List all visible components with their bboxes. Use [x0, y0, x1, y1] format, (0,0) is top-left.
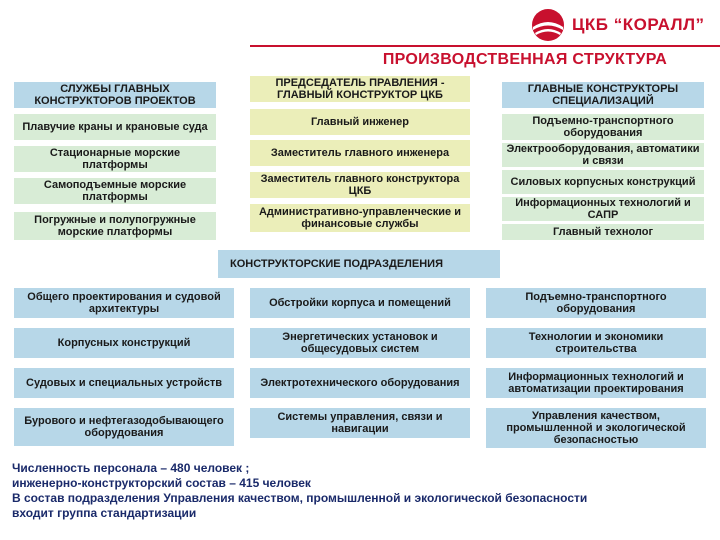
coral-logo-icon: [530, 7, 566, 43]
division-outfitting: Обстройки корпуса и помещений: [250, 288, 470, 318]
right-column-header: ГЛАВНЫЕ КОНСТРУКТОРЫ СПЕЦИАЛИЗАЦИЙ: [502, 82, 704, 108]
division-electrical: Электротехнического оборудования: [250, 368, 470, 398]
right-item-chief-technologist: Главный технолог: [502, 224, 704, 240]
footer-line-engineers: инженерно-конструкторский состав – 415 человек: [12, 476, 311, 490]
right-item-it-cad: Информационных технологий и САПР: [502, 197, 704, 221]
division-control-systems: Системы управления, связи и навигации: [250, 408, 470, 438]
logo-text: ЦКБ “КОРАЛЛ”: [572, 15, 705, 34]
division-ship-devices: Судовых и специальных устройств: [14, 368, 234, 398]
division-lifting-equipment: Подъемно-транспортного оборудования: [486, 288, 706, 318]
division-power-plants: Энергетических установок и общесудовых систем: [250, 328, 470, 358]
middle-item-deputy-chief-designer: Заместитель главного конструктора ЦКБ: [250, 172, 470, 198]
header-rule: [250, 45, 720, 47]
design-divisions-header: КОНСТРУКТОРСКИЕ ПОДРАЗДЕЛЕНИЯ: [218, 250, 500, 278]
division-hull-structures: Корпусных конструкций: [14, 328, 234, 358]
left-item-submersible-platforms: Погружные и полупогружные морские платформы: [14, 212, 216, 240]
left-item-floating-cranes: Плавучие краны и крановые суда: [14, 114, 216, 140]
footer-line-quality-division: В состав подразделения Управления качеством, промышленной и экологической безопасности: [12, 491, 588, 505]
middle-item-chief-engineer: Главный инженер: [250, 109, 470, 135]
division-it-automation: Информационных технологий и автоматизации проектирования: [486, 368, 706, 398]
company-logo: [530, 6, 710, 44]
page-title: ПРОИЗВОДСТВЕННАЯ СТРУКТУРА: [382, 51, 668, 68]
left-item-jackup-platforms: Самоподъемные морские платформы: [14, 178, 216, 204]
division-drilling-equipment: Бурового и нефтегазодобывающего оборудования: [14, 408, 234, 446]
footer-line-standardization: входит группа стандартизации: [12, 506, 197, 520]
right-item-lifting-equipment: Подъемно-транспортного оборудования: [502, 114, 704, 140]
footer-notes: [12, 461, 712, 521]
middle-item-deputy-chief-engineer: Заместитель главного инженера: [250, 140, 470, 166]
division-technology-economics: Технологии и экономики строительства: [486, 328, 706, 358]
middle-column-header: ПРЕДСЕДАТЕЛЬ ПРАВЛЕНИЯ - ГЛАВНЫЙ КОНСТРУКТОР ЦКБ: [250, 76, 470, 102]
left-item-fixed-platforms: Стационарные морские платформы: [14, 146, 216, 172]
right-item-hull-structures: Силовых корпусных конструкций: [502, 170, 704, 194]
division-quality-safety: Управления качеством, промышленной и экологической безопасностью: [486, 408, 706, 448]
left-column-header: СЛУЖБЫ ГЛАВНЫХ КОНСТРУКТОРОВ ПРОЕКТОВ: [14, 82, 216, 108]
division-general-design: Общего проектирования и судовой архитектуры: [14, 288, 234, 318]
middle-item-admin-services: Административно-управленческие и финансовые службы: [250, 204, 470, 232]
footer-line-staff: Численность персонала – 480 человек ;: [12, 461, 250, 475]
right-item-electrical-equipment: Электрооборудования, автоматики и связи: [502, 143, 704, 167]
